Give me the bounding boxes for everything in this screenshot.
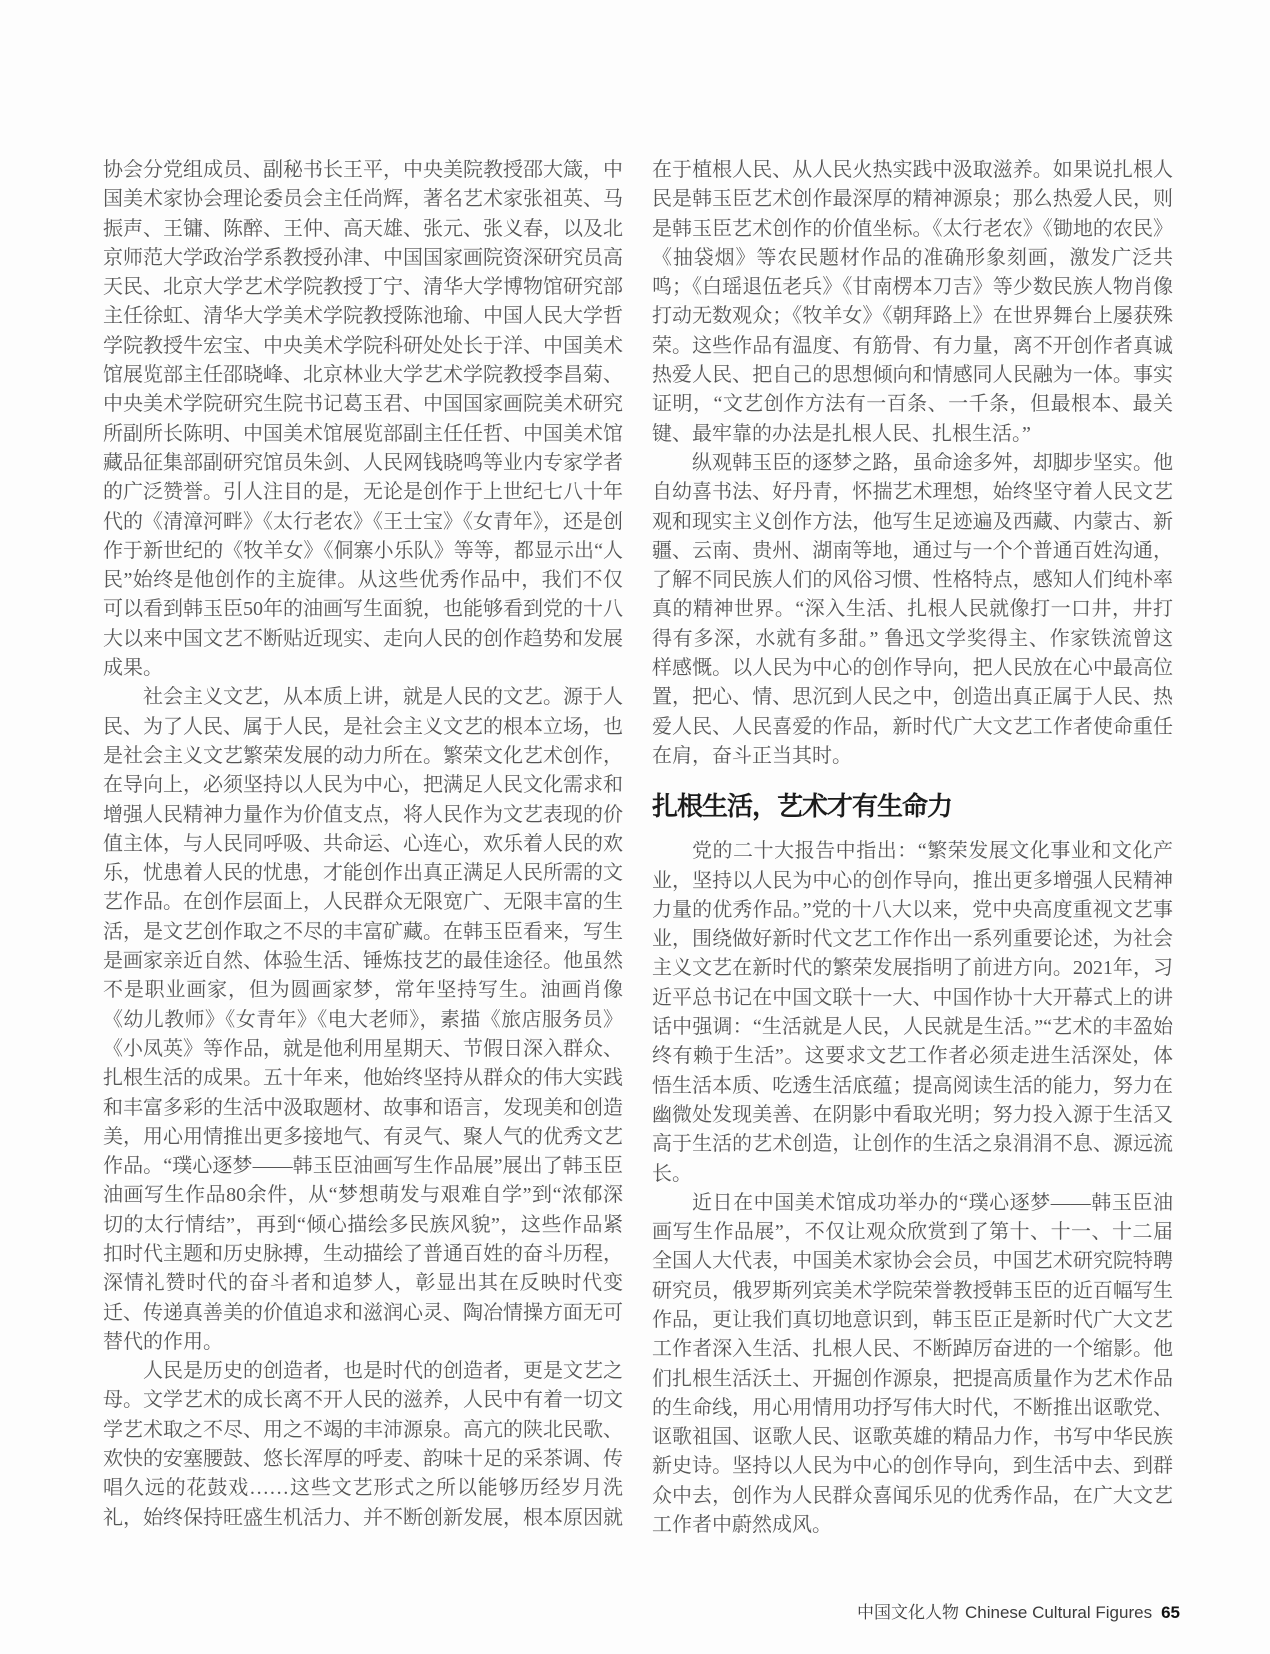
page-number: 65 xyxy=(1161,1603,1180,1622)
body-paragraph: 人民是历史的创造者，也是时代的创造者，更是文艺之母。文学艺术的成长离不开人民的滋养，人民中有着一切文学艺术取之不尽、用之不竭的丰沛源泉。高亢的陕北民歌、欢快的安塞腰鼓、悠长浑厚的呼麦、韵味十足的采茶调、传唱久远的花鼓戏……这些文艺形式之所以能够历经岁月洗礼，始终保持旺盛生机活力、并不断创新发展，根本原因就 xyxy=(103,1360,623,1529)
right-column-upper-paragraphs xyxy=(652,156,1173,771)
section-heading: 扎根生活，艺术才有生命力 xyxy=(652,791,953,822)
text-column-right xyxy=(652,156,1173,1540)
journal-title-cn: 中国文化人物 xyxy=(856,1603,959,1622)
body-paragraph: 近日在中国美术馆成功举办的“璞心逐梦——韩玉臣油画写生作品展”，不仅让观众欣赏到了第十、十一、十二届全国人大代表，中国美术家协会会员，中国艺术研究院特聘研究员，俄罗斯列宾美术学院荣誉教授韩玉臣的近百幅写生作品，更让我们真切地意识到，韩玉臣正是新时代广大文艺工作者深入生活、扎根人民、不断踔厉奋进的一个缩影。他们扎根生活沃土、开掘创作源泉，把提高质量作为艺术作品的生命线，用心用情用功抒写伟大时代，不断推出讴歌党、讴歌祖国、讴歌人民、讴歌英雄的精品力作，书写中华民族新史诗。坚持以人民为中心的创作导向，到生活中去、到群众中去，创作为人民群众喜闻乐见的优秀作品，在广大文艺工作者中蔚然成风。 xyxy=(652,1191,1173,1537)
body-paragraph: 协会分党组成员、副秘书长王平，中央美院教授邵大箴，中国美术家协会理论委员会主任尚辉，著名艺术家张祖英、马振声、王镛、陈醉、王仲、高天雄、张元、张义春，以及北京师范大学政治学系教授孙津、中国国家画院资深研究员高天民、北京大学艺术学院教授丁宁、清华大学博物馆研究部主任徐虹、清华大学美术学院教授陈池瑜、中国人民大学哲学院教授牛宏宝、中央美术学院科研处处长于洋、中国美术馆展览部主任邵晓峰、北京林业大学艺术学院教授李昌菊、中央美术学院研究生院书记葛玉君、中国国家画院美术研究所副所长陈明、中国美术馆展览部副主任任哲、中国美术馆藏品征集部副研究馆员朱剑、人民网钱晓鸣等业内专家学者的广泛赞誉。引人注目的是，无论是创作于上世纪七八十年代的《清漳河畔》《太行老农》《王士宝》《女青年》，还是创作于新世纪的《牧羊女》《侗寨小乐队》等等，都显示出“人民”始终是他创作的主旋律。从这些优秀作品中，我们不仅可以看到韩玉臣50年的油画写生面貌，也能够看到党的十八大以来中国文艺不断贴近现实、走向人民的创作趋势和发展成果。 xyxy=(103,159,623,680)
body-paragraph: 党的二十大报告中指出：“繁荣发展文化事业和文化产业，坚持以人民为中心的创作导向，推出更多增强人民精神力量的优秀作品。”党的十八大以来，党中央高度重视文艺事业，围绕做好新时代文艺工作作出一系列重要论述，为社会主义文艺在新时代的繁荣发展指明了前进方向。2021年，习近平总书记在中国文联十一大、中国作协十大开幕式上的讲话中强调：“生活就是人民，人民就是生活。”“艺术的丰盈始终有赖于生活”。这要求文艺工作者必须走进生活深处，体悟生活本质、吃透生活底蕴；提高阅读生活的能力，努力在幽微处发现美善、在阴影中看取光明；努力投入源于生活又高于生活的艺术创造，让创作的生活之泉涓涓不息、源远流长。 xyxy=(652,840,1173,1185)
body-paragraph: 在于植根人民、从人民火热实践中汲取滋养。如果说扎根人民是韩玉臣艺术创作最深厚的精神源泉；那么热爱人民，则是韩玉臣艺术创作的价值坐标。《太行老农》《锄地的农民》《抽袋烟》等农民题材作品的准确形象刻画，激发广泛共鸣；《白瑶退伍老兵》《甘南楞本刀吉》等少数民族人物肖像打动无数观众；《牧羊女》《朝拜路上》在世界舞台上屡获殊荣。这些作品有温度、有筋骨、有力量，离不开创作者真诚热爱人民、把自己的思想倾向和情感同人民融为一体。事实证明，“文艺创作方法有一百条、一千条，但最根本、最关键、最牢靠的办法是扎根人民、扎根生活。” xyxy=(652,159,1173,445)
body-paragraph: 纵观韩玉臣的逐梦之路，虽命途多舛，却脚步坚实。他自幼喜书法、好丹青，怀揣艺术理想，始终坚守着人民文艺观和现实主义创作方法，他写生足迹遍及西藏、内蒙古、新疆、云南、贵州、湖南等地，通过与一个个普通百姓沟通，了解不同民族人们的风俗习惯、性格特点，感知人们纯朴率真的精神世界。“深入生活、扎根人民就像打一口井，井打得有多深，水就有多甜。” 鲁迅文学奖得主、作家铁流曾这样感慨。以人民为中心的创作导向，把人民放在心中最高位置，把心、情、思沉到人民之中，创造出真正属于人民、热爱人民、人民喜爱的作品，新时代广大文艺工作者使命重任在肩，奋斗正当其时。 xyxy=(652,451,1173,767)
body-paragraph: 社会主义文艺，从本质上讲，就是人民的文艺。源于人民、为了人民、属于人民，是社会主义文艺的根本立场，也是社会主义文艺繁荣发展的动力所在。繁荣文化艺术创作，在导向上，必须坚持以人民为中心，把满足人民文化需求和增强人民精神力量作为价值支点，将人民作为文艺表现的价值主体，与人民同呼吸、共命运、心连心，欢乐着人民的欢乐，忧患着人民的忧患，才能创作出真正满足人民所需的文艺作品。在创作层面上，人民群众无限宽广、无限丰富的生活，是文艺创作取之不尽的丰富矿藏。在韩玉臣看来，写生是画家亲近自然、体验生活、锤炼技艺的最佳途径。他虽然不是职业画家，但为圆画家梦，常年坚持写生。油画肖像《幼儿教师》《女青年》《电大老师》，素描《旅店服务员》《小凤英》等作品，就是他利用星期天、节假日深入群众、扎根生活的成果。五十年来，他始终坚持从群众的伟大实践和丰富多彩的生活中汲取题材、故事和语言，发现美和创造美，用心用情推出更多接地气、有灵气、聚人气的优秀文艺作品。“璞心逐梦——韩玉臣油画写生作品展”展出了韩玉臣油画写生作品80余件，从“梦想萌发与艰难自学”到“浓郁深切的太行情结”，再到“倾心描绘多民族风貌”，这些作品紧扣时代主题和历史脉搏，生动描绘了普通百姓的奋斗历程，深情礼赞时代的奋斗者和追梦人，彰显出其在反映时代变迁、传递真善美的价值追求和滋润心灵、陶冶情操方面无可替代的作用。 xyxy=(103,686,623,1353)
journal-title-en: Chinese Cultural Figures xyxy=(964,1603,1153,1622)
right-column-lower-paragraphs xyxy=(652,837,1173,1540)
page-footer xyxy=(857,1598,1180,1623)
text-column-left xyxy=(103,156,623,1533)
